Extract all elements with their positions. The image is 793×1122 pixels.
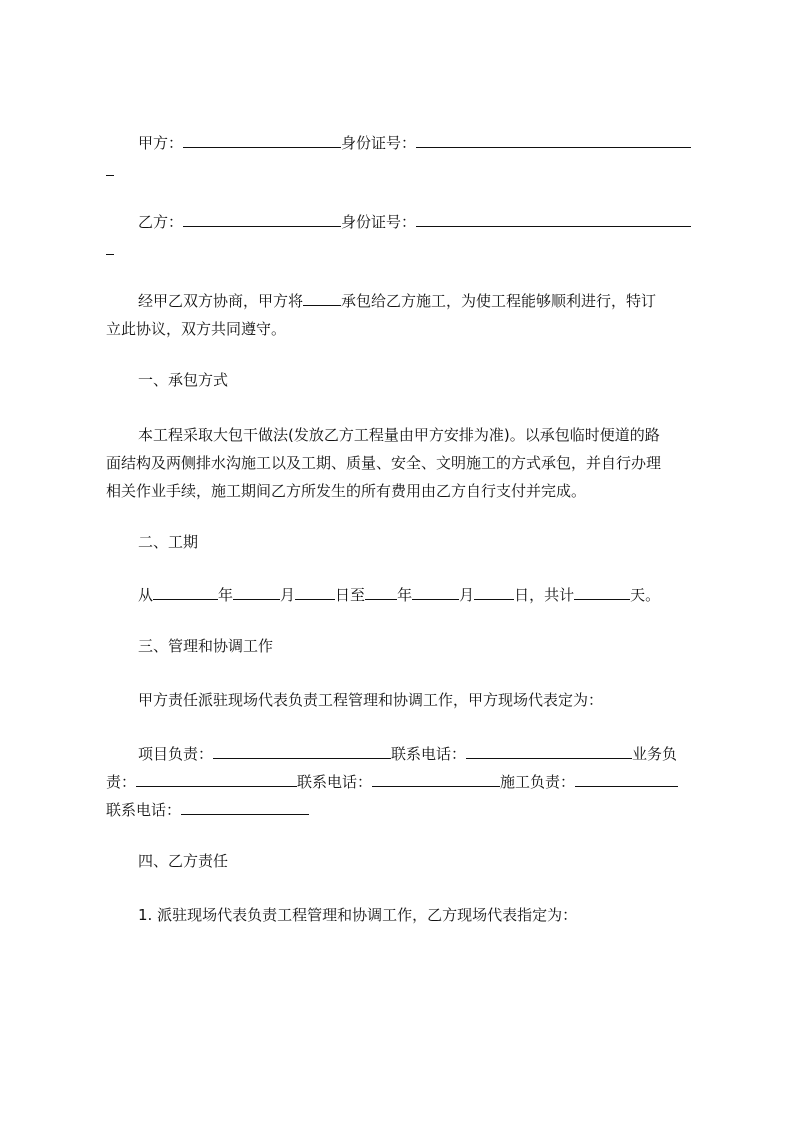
party-b-id-label: 身份证号： xyxy=(341,213,417,231)
party-b-line xyxy=(138,211,702,232)
project-name-blank[interactable] xyxy=(303,290,341,306)
period-line xyxy=(138,584,702,605)
business-lead-label-b: 责： xyxy=(106,773,137,791)
start-year-label: 年 xyxy=(218,586,234,604)
intro-line-2: 立此协议，双方共同遵守。 xyxy=(106,320,287,338)
day-total-label: 日，共计 xyxy=(514,586,575,604)
construction-lead-blank[interactable] xyxy=(575,771,678,787)
end-day-blank[interactable] xyxy=(474,584,514,600)
section1-line-1: 本工程采取大包干做法(发放乙方工程量由甲方安排为准)。以承包临时便道的路 xyxy=(138,426,660,444)
start-day-blank[interactable] xyxy=(295,584,335,600)
party-a-overflow-blank xyxy=(106,160,114,176)
phone2-label: 联系电话： xyxy=(297,773,373,791)
intro-part2: 承包给乙方施工，为使工程能够顺利进行，特订 xyxy=(341,292,657,310)
party-a-name-blank[interactable] xyxy=(183,132,341,148)
party-a-line xyxy=(138,132,702,153)
intro-line-1 xyxy=(138,290,702,311)
party-b-name-blank[interactable] xyxy=(183,211,341,227)
intro-part1: 经甲乙双方协商，甲方将 xyxy=(138,292,304,310)
contacts-line-1 xyxy=(138,743,702,764)
phone3-blank[interactable] xyxy=(181,799,309,815)
party-a-id-label: 身份证号： xyxy=(341,134,417,152)
total-days-blank[interactable] xyxy=(574,584,630,600)
start-month-blank[interactable] xyxy=(233,584,280,600)
party-b-overflow-blank xyxy=(106,239,114,255)
construction-lead-label: 施工负责： xyxy=(500,773,576,791)
party-b-label: 乙方： xyxy=(138,213,184,231)
contacts-line-3 xyxy=(106,799,702,820)
party-a-label: 甲方： xyxy=(138,134,184,152)
section1-heading: 一、承包方式 xyxy=(138,371,229,389)
end-year-label: 年 xyxy=(397,586,413,604)
project-lead-blank[interactable] xyxy=(213,743,391,759)
project-lead-label: 项目负责： xyxy=(138,745,214,763)
start-year-blank[interactable] xyxy=(153,584,218,600)
day-to-label: 日至 xyxy=(335,586,366,604)
end-month-blank[interactable] xyxy=(412,584,459,600)
party-b-id-blank[interactable] xyxy=(416,211,691,227)
section2-heading: 二、工期 xyxy=(138,533,199,551)
period-from-label: 从 xyxy=(138,586,154,604)
phone1-blank[interactable] xyxy=(466,743,632,759)
section1-line-3: 相关作业手续，施工期间乙方所发生的所有费用由乙方自行支付并完成。 xyxy=(106,482,587,500)
phone2-blank[interactable] xyxy=(372,771,500,787)
end-month-label: 月 xyxy=(459,586,475,604)
section4-item1: 1. 派驻现场代表负责工程管理和协调工作，乙方现场代表指定为： xyxy=(138,906,578,924)
contacts-line-2 xyxy=(106,771,702,792)
party-a-id-blank[interactable] xyxy=(416,132,691,148)
section4-heading: 四、乙方责任 xyxy=(138,852,229,870)
business-lead-blank[interactable] xyxy=(136,771,297,787)
days-label: 天。 xyxy=(630,586,661,604)
phone1-label: 联系电话： xyxy=(391,745,467,763)
section3-desc: 甲方责任派驻现场代表负责工程管理和协调工作，甲方现场代表定为： xyxy=(138,691,604,709)
phone3-label: 联系电话： xyxy=(106,801,182,819)
end-year-blank[interactable] xyxy=(365,584,397,600)
section1-line-2: 面结构及两侧排水沟施工以及工期、质量、安全、文明施工的方式承包，并自行办理 xyxy=(106,454,662,472)
party-b-overflow xyxy=(106,239,702,260)
party-a-overflow xyxy=(106,160,702,181)
start-month-label: 月 xyxy=(280,586,296,604)
business-lead-label-a: 业务负 xyxy=(632,745,678,763)
section3-heading: 三、管理和协调工作 xyxy=(138,637,274,655)
